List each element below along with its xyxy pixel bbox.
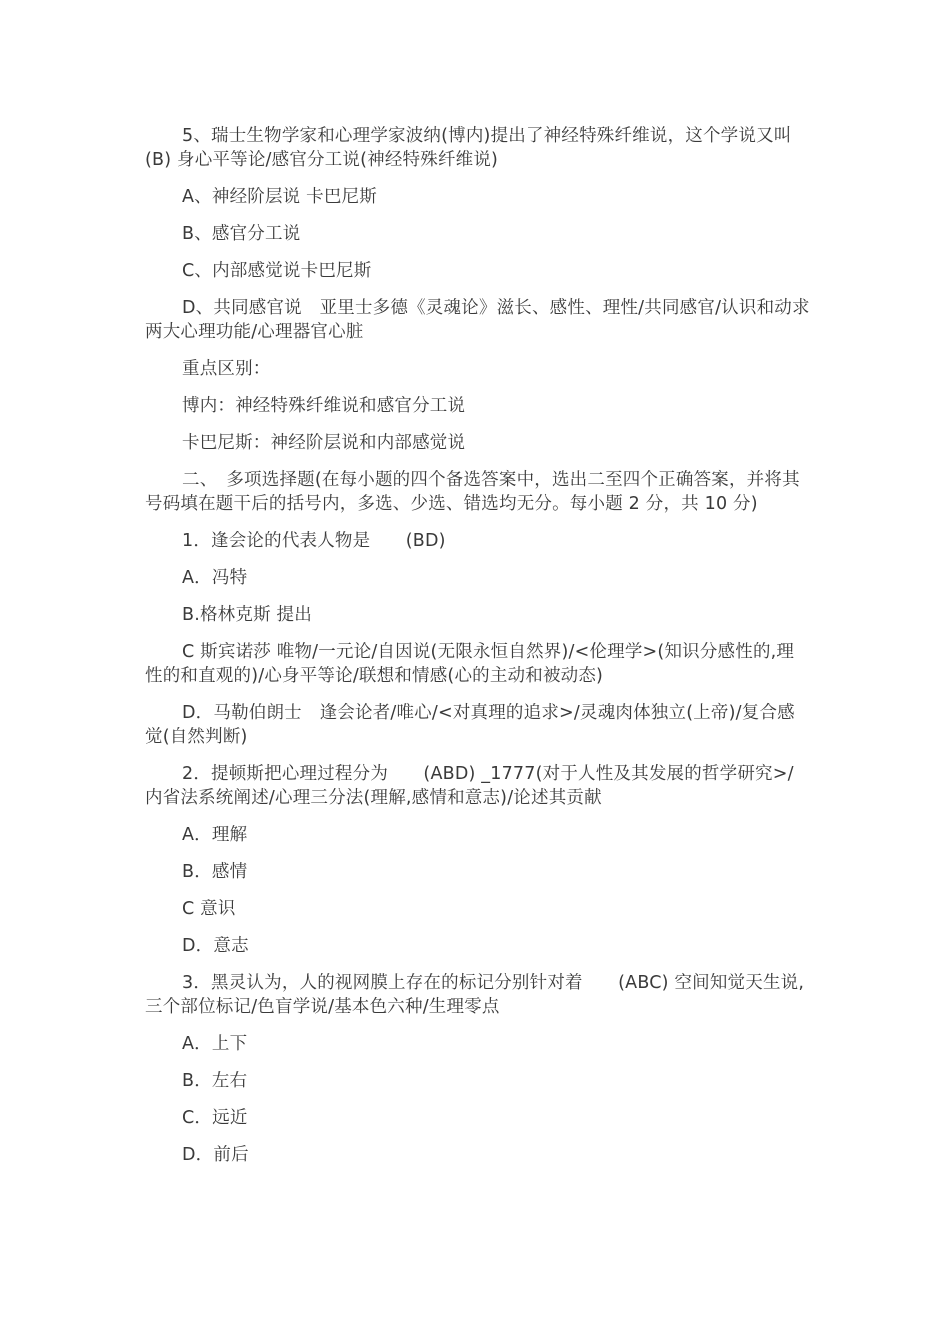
mc3-option-a: A．上下 bbox=[182, 1034, 248, 1054]
mc-question-3-stem: 3．黑灵认为，人的视网膜上存在的标记分别针对着 (ABC) 空间知觉天生说,三个部位标记/色盲学说/基本色六种/生理零点 bbox=[145, 973, 805, 1017]
mc1-option-b: B.格林克斯 提出 bbox=[182, 605, 312, 625]
q5-option-d: D、共同感官说 亚里士多德《灵魂论》滋长、感性、理性/共同感官/认识和动求两大心理功能/心理器官心脏 bbox=[145, 298, 810, 342]
key-difference-bonnet: 博内：神经特殊纤维说和感官分工说 bbox=[182, 396, 466, 416]
q5-option-b: B、感官分工说 bbox=[182, 224, 301, 244]
key-differences-heading: 重点区别： bbox=[182, 359, 271, 379]
document-body bbox=[145, 124, 827, 1180]
mc1-option-c: C 斯宾诺莎 唯物/一元论/自因说(无限永恒自然界)/<伦理学>(知识分感性的,理性的和直观的)/心身平等论/联想和情感(心的主动和被动态) bbox=[145, 642, 795, 686]
q5-option-a: A、神经阶层说 卡巴尼斯 bbox=[182, 187, 377, 207]
section-2-heading: 二、 多项选择题(在每小题的四个备选答案中，选出二至四个正确答案，并将其号码填在题干后的括号内，多选、少选、错选均无分。每小题 2 分，共 10 分) bbox=[145, 470, 800, 514]
mc2-option-b: B．感情 bbox=[182, 862, 248, 882]
mc2-option-c: C 意识 bbox=[182, 899, 236, 919]
mc2-option-a: A．理解 bbox=[182, 825, 248, 845]
mc2-option-d: D．意志 bbox=[182, 936, 249, 956]
mc-question-1-stem: 1．逢会论的代表人物是 (BD) bbox=[182, 531, 446, 551]
question-5-stem: 5、瑞士生物学家和心理学家波纳(博内)提出了神经特殊纤维说，这个学说又叫 (B) 身心平等论/感官分工说(神经特殊纤维说) bbox=[145, 126, 827, 170]
mc1-option-a: A．冯特 bbox=[182, 568, 248, 588]
mc3-option-c: C．远近 bbox=[182, 1108, 248, 1128]
mc1-option-d: D．马勒伯朗士 逢会论者/唯心/<对真理的追求>/灵魂肉体独立(上帝)/复合感觉(自然判断) bbox=[145, 703, 795, 747]
mc3-option-b: B．左右 bbox=[182, 1071, 248, 1091]
mc-question-2-stem: 2．提顿斯把心理过程分为 (ABD) _1777(对于人性及其发展的哲学研究>/内省法系统阐述/心理三分法(理解,感情和意志)/论述其贡献 bbox=[145, 764, 794, 808]
q5-option-c: C、内部感觉说卡巴尼斯 bbox=[182, 261, 372, 281]
mc3-option-d: D．前后 bbox=[182, 1145, 249, 1165]
key-difference-cabanis: 卡巴尼斯：神经阶层说和内部感觉说 bbox=[182, 433, 466, 453]
